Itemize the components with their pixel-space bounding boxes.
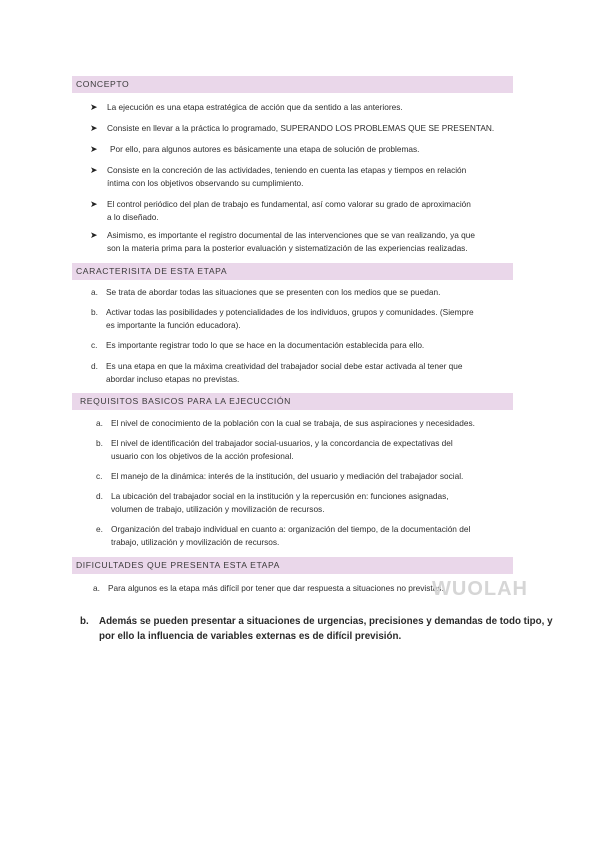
arrow-bullet-icon: ➤ bbox=[90, 165, 98, 175]
list-letter: c. bbox=[96, 471, 103, 481]
list-item: Es importante registrar todo lo que se hace en la documentación establecida para ello. bbox=[106, 340, 425, 350]
arrow-bullet-icon: ➤ bbox=[90, 230, 98, 240]
list-item: Consiste en la concreción de las actividades, teniendo en cuenta las etapas y tiempos en relación bbox=[107, 165, 467, 175]
list-item-continuation: trabajo, utilización y movilización de recursos. bbox=[111, 537, 280, 547]
list-item: Es una etapa en que la máxima creatividad del trabajador social debe estar activada al tener que bbox=[106, 361, 463, 371]
list-item: La ejecución es una etapa estratégica de acción que da sentido a las anteriores. bbox=[107, 102, 403, 112]
section-header-dificultades: DIFICULTADES QUE PRESENTA ESTA ETAPA bbox=[72, 557, 513, 574]
list-item: Por ello, para algunos autores es básicamente una etapa de solución de problemas. bbox=[110, 144, 420, 154]
section-header-requisitos: REQUISITOS BASICOS PARA LA EJECUCCIÓN bbox=[72, 393, 513, 410]
arrow-bullet-icon: ➤ bbox=[90, 144, 98, 154]
list-item: Organización del trabajo individual en cuanto a: organización del tiempo, de la documentación del bbox=[111, 524, 471, 534]
list-letter: d. bbox=[96, 491, 103, 501]
list-item-continuation: es importante la función educadora). bbox=[106, 320, 241, 330]
list-item-continuation: a lo diseñado. bbox=[107, 212, 159, 222]
list-item: Además se pueden presentar a situaciones de urgencias, precisiones y demandas de todo tipo, y bbox=[99, 616, 553, 627]
list-item: Se trata de abordar todas las situaciones que se presenten con los medios que se puedan. bbox=[106, 287, 441, 297]
list-item: El manejo de la dinámica: interés de la institución, del usuario y mediación del trabajador social. bbox=[111, 471, 464, 481]
list-item-continuation: volumen de trabajo, utilización y movilización de recursos. bbox=[111, 504, 325, 514]
arrow-bullet-icon: ➤ bbox=[90, 123, 98, 133]
list-letter: a. bbox=[96, 418, 103, 428]
list-letter: b. bbox=[96, 438, 103, 448]
section-header-concepto: CONCEPTO bbox=[72, 76, 513, 93]
list-letter: d. bbox=[91, 361, 98, 371]
list-letter: c. bbox=[91, 340, 98, 350]
list-item: Asimismo, es importante el registro documental de las intervenciones que se van realizando, ya que bbox=[107, 230, 476, 240]
list-item-continuation: son la materia prima para la posterior evaluación y sistematización de las experiencias realizadas. bbox=[107, 243, 468, 253]
list-item: Activar todas las posibilidades y potencialidades de los individuos, grupos y comunidades. (Siempre bbox=[106, 307, 474, 317]
list-letter: e. bbox=[96, 524, 103, 534]
list-letter: b. bbox=[91, 307, 98, 317]
arrow-bullet-icon: ➤ bbox=[90, 102, 98, 112]
list-letter: a. bbox=[93, 583, 100, 593]
watermark: WUOLAH bbox=[432, 578, 528, 600]
list-item: El nivel de identificación del trabajador social-usuarios, y la concordancia de expectativas del bbox=[111, 438, 453, 448]
list-letter: b. bbox=[80, 616, 89, 627]
list-letter: a. bbox=[91, 287, 98, 297]
arrow-bullet-icon: ➤ bbox=[90, 199, 98, 209]
list-item-continuation: por ello la influencia de variables externas es de difícil previsión. bbox=[99, 631, 402, 642]
list-item: La ubicación del trabajador social en la institución y la repercusión en: funciones asignadas, bbox=[111, 491, 449, 501]
list-item: El control periódico del plan de trabajo es fundamental, así como valorar su grado de aproximación bbox=[107, 199, 471, 209]
list-item: Consiste en llevar a la práctica lo programado, SUPERANDO LOS PROBLEMAS QUE SE PRESENTAN. bbox=[107, 123, 495, 133]
section-header-caracteristica: CARACTERISITA DE ESTA ETAPA bbox=[72, 263, 513, 280]
list-item-continuation: abordar incluso etapas no previstas. bbox=[106, 374, 240, 384]
list-item-continuation: usuario con los objetivos de la acción profesional. bbox=[111, 451, 294, 461]
list-item: Para algunos es la etapa más difícil por tener que dar respuesta a situaciones no previstas. bbox=[108, 583, 444, 593]
list-item-continuation: íntima con los objetivos observando su cumplimiento. bbox=[107, 178, 304, 188]
list-item: El nivel de conocimiento de la población con la cual se trabaja, de sus aspiraciones y necesidades. bbox=[111, 418, 475, 428]
